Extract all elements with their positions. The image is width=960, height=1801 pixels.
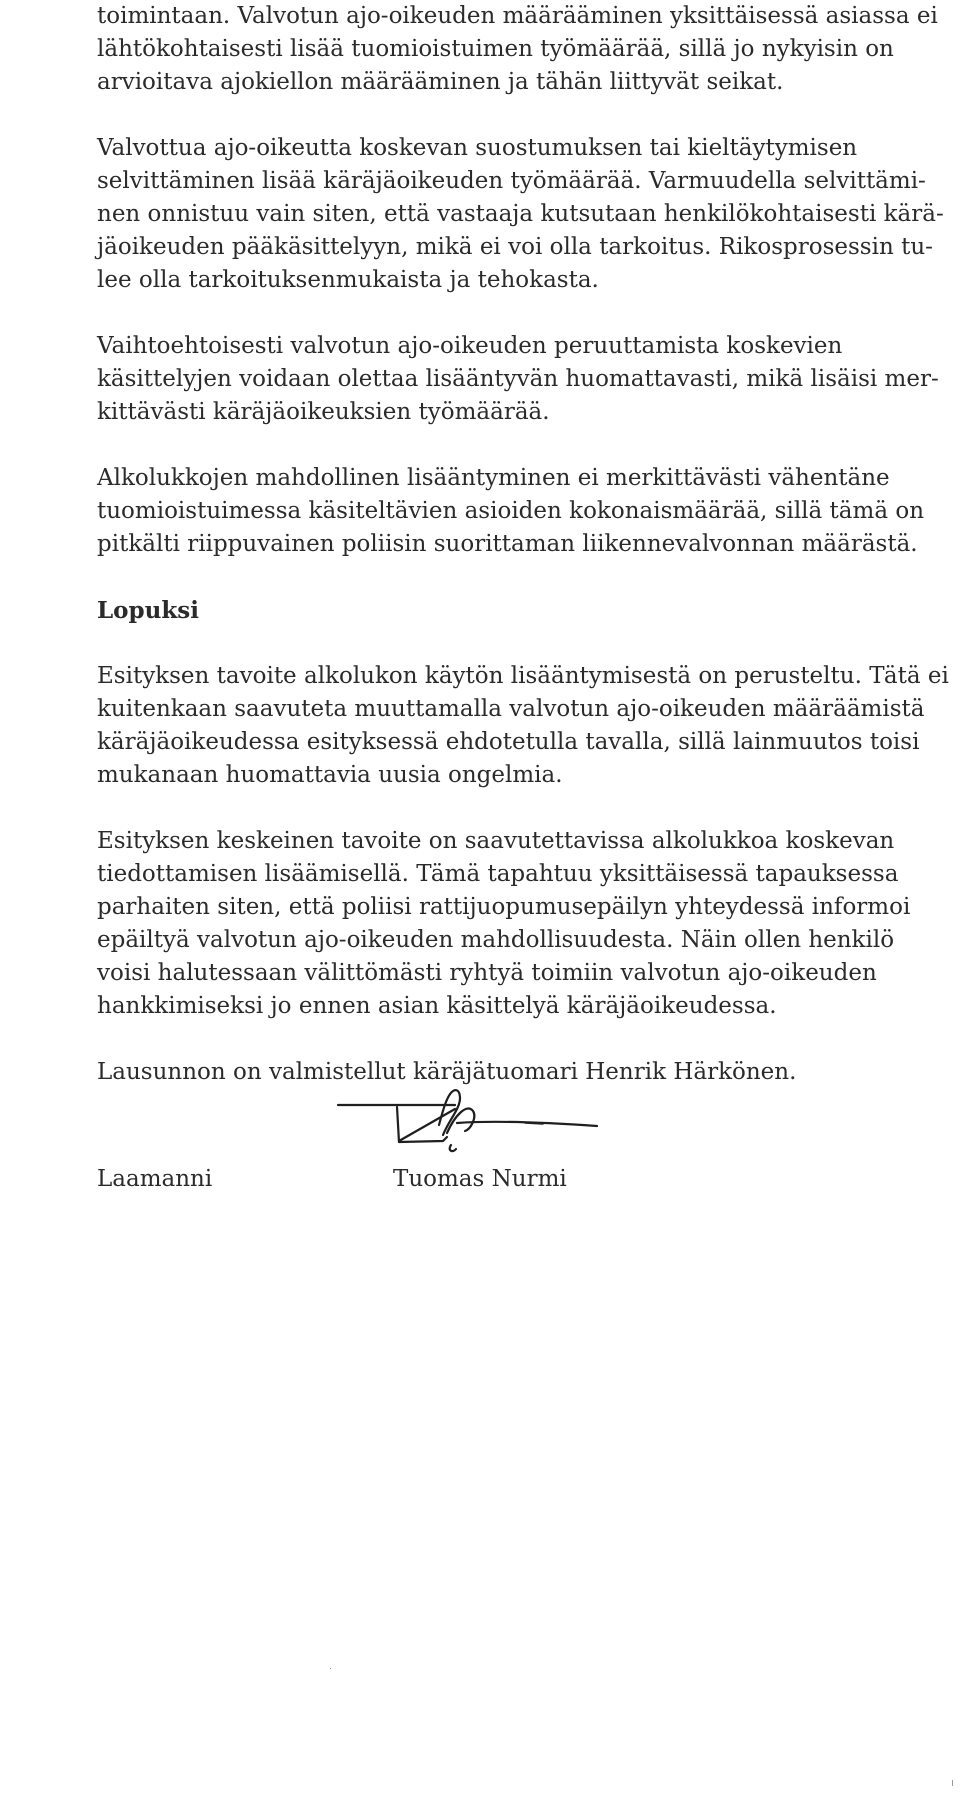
text-line: mukanaan huomattavia uusia ongelmia. bbox=[97, 762, 563, 788]
document-body bbox=[97, 0, 949, 1089]
text-line: pitkälti riippuvainen poliisin suorittaman liikennevalvonnan määrästä. bbox=[97, 531, 918, 557]
paragraph bbox=[97, 0, 939, 99]
paragraph bbox=[97, 132, 944, 297]
text-line: hankkimiseksi jo ennen asian käsittelyä käräjäoikeudessa. bbox=[97, 993, 777, 1019]
text-line: Esityksen tavoite alkolukon käytön lisääntymisestä on perusteltu. Tätä ei bbox=[97, 663, 949, 689]
prepared-by-line: Lausunnon on valmistellut käräjätuomari Henrik Härkönen. bbox=[97, 1059, 797, 1085]
scan-speck bbox=[330, 1668, 331, 1669]
signer-title: Laamanni bbox=[97, 1166, 213, 1192]
text-line: Vaihtoehtoisesti valvotun ajo-oikeuden peruuttamista koskevien bbox=[97, 333, 843, 359]
handwritten-signature bbox=[335, 1085, 605, 1155]
text-line: kuitenkaan saavuteta muuttamalla valvotun ajo-oikeuden määräämistä bbox=[97, 696, 925, 722]
text-line: kittävästi käräjäoikeuksien työmäärää. bbox=[97, 399, 550, 425]
section-heading: Lopuksi bbox=[97, 597, 199, 624]
signer-name: Tuomas Nurmi bbox=[393, 1166, 567, 1192]
paragraph bbox=[97, 660, 949, 792]
text-line: Esityksen keskeinen tavoite on saavutettavissa alkolukkoa koskevan bbox=[97, 828, 895, 854]
text-line: Alkolukkojen mahdollinen lisääntyminen ei merkittävästi vähentäne bbox=[97, 465, 890, 491]
text-line: lee olla tarkoituksenmukaista ja tehokasta. bbox=[97, 267, 599, 293]
text-line: tiedottamisen lisäämisellä. Tämä tapahtuu yksittäisessä tapauksessa bbox=[97, 861, 899, 887]
text-line: nen onnistuu vain siten, että vastaaja kutsutaan henkilökohtaisesti kärä- bbox=[97, 201, 944, 227]
text-line: jäoikeuden pääkäsittelyyn, mikä ei voi olla tarkoitus. Rikosprosessin tu- bbox=[97, 234, 933, 260]
text-line: käsittelyjen voidaan olettaa lisääntyvän huomattavasti, mikä lisäisi mer- bbox=[97, 366, 939, 392]
text-line: Valvottua ajo-oikeutta koskevan suostumuksen tai kieltäytymisen bbox=[97, 135, 858, 161]
text-line: epäiltyä valvotun ajo-oikeuden mahdollisuudesta. Näin ollen henkilö bbox=[97, 927, 895, 953]
text-line: toimintaan. Valvotun ajo-oikeuden määrääminen yksittäisessä asiassa ei bbox=[97, 3, 938, 29]
text-line: voisi halutessaan välittömästi ryhtyä toimiin valvotun ajo-oikeuden bbox=[97, 960, 877, 986]
text-line: tuomioistuimessa käsiteltävien asioiden kokonaismäärää, sillä tämä on bbox=[97, 498, 925, 524]
text-line: käräjäoikeudessa esityksessä ehdotetulla tavalla, sillä lainmuutos toisi bbox=[97, 729, 920, 755]
scan-speck bbox=[952, 1780, 953, 1786]
paragraph bbox=[97, 462, 939, 561]
text-line: lähtökohtaisesti lisää tuomioistuimen työmäärää, sillä jo nykyisin on bbox=[97, 36, 894, 62]
paragraph bbox=[97, 825, 939, 1023]
text-line: selvittäminen lisää käräjäoikeuden työmäärää. Varmuudella selvittämi- bbox=[97, 168, 926, 194]
paragraph bbox=[97, 330, 939, 429]
text-line: parhaiten siten, että poliisi rattijuopumusepäilyn yhteydessä informoi bbox=[97, 894, 911, 920]
text-line: arvioitava ajokiellon määrääminen ja tähän liittyvät seikat. bbox=[97, 69, 784, 95]
